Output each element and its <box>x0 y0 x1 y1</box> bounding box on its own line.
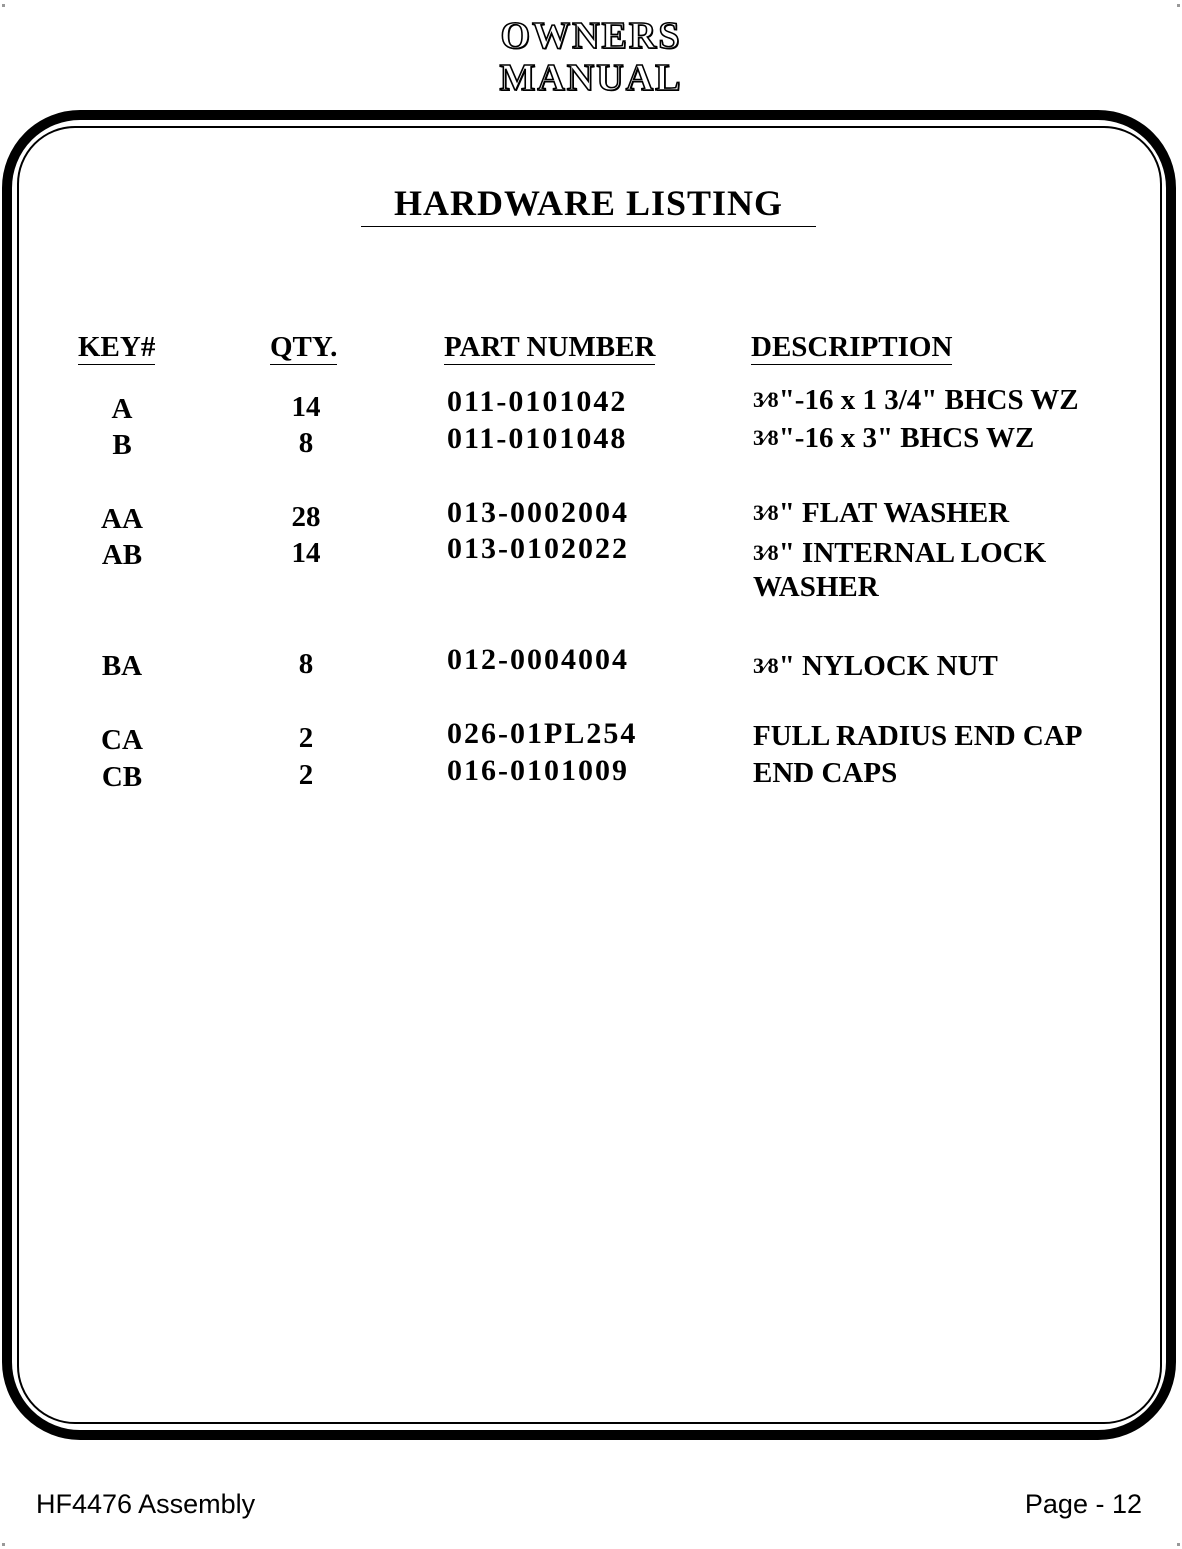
row-part-number: 012-0004004 <box>447 643 629 676</box>
row-key: CB <box>101 761 143 793</box>
column-header-key: KEY# <box>78 331 156 363</box>
row-part-number: 011-0101048 <box>447 422 628 455</box>
row-key: B <box>112 429 132 461</box>
corner-mark-top-left <box>2 4 5 7</box>
footer-page-number: Page - 12 <box>1024 1489 1142 1519</box>
row-key: A <box>111 393 133 425</box>
row-part-number: 016-0101009 <box>447 754 629 787</box>
row-qty: 8 <box>298 648 314 680</box>
fraction: 3⁄8 <box>753 500 779 525</box>
fraction: 3⁄8 <box>753 387 779 412</box>
column-header-part-number: PART NUMBER <box>444 331 656 363</box>
row-qty: 2 <box>298 759 314 791</box>
row-key: BA <box>101 650 143 682</box>
row-qty: 2 <box>298 722 314 754</box>
corner-mark-top-right <box>1177 4 1180 7</box>
manual-title-line-1: OWNERS <box>500 15 682 57</box>
row-part-number: 026-01PL254 <box>447 717 638 750</box>
column-header-qty: QTY. <box>270 331 338 363</box>
row-part-number: 013-0102022 <box>447 532 629 565</box>
row-description: 3⁄8" INTERNAL LOCK <box>753 537 1047 569</box>
corner-mark-bottom-right <box>1177 1543 1180 1546</box>
row-qty: 14 <box>291 391 321 423</box>
row-qty: 28 <box>291 501 321 533</box>
corner-mark-bottom-left <box>2 1543 5 1546</box>
manual-title-line-2: MANUAL <box>499 57 683 99</box>
row-key: AB <box>101 539 143 571</box>
row-description: FULL RADIUS END CAP <box>753 720 1083 752</box>
row-description: 3⁄8"-16 x 3" BHCS WZ <box>753 422 1035 454</box>
row-description: 3⁄8" NYLOCK NUT <box>753 650 998 682</box>
column-header-description: DESCRIPTION <box>751 331 953 363</box>
fraction: 3⁄8 <box>753 540 779 565</box>
row-part-number: 013-0002004 <box>447 496 629 529</box>
row-description: 3⁄8"-16 x 1 3/4" BHCS WZ <box>753 384 1079 416</box>
row-description: 3⁄8" FLAT WASHER <box>753 497 1010 529</box>
row-part-number: 011-0101042 <box>447 385 628 418</box>
row-qty: 14 <box>291 537 321 569</box>
footer-document-name: HF4476 Assembly <box>36 1489 256 1519</box>
section-title: HARDWARE LISTING <box>361 180 816 227</box>
fraction: 3⁄8 <box>753 425 779 450</box>
row-key: CA <box>101 724 143 756</box>
row-description-continued: WASHER <box>753 571 879 603</box>
row-key: AA <box>101 503 143 535</box>
row-description: END CAPS <box>753 757 898 789</box>
fraction: 3⁄8 <box>753 653 779 678</box>
row-qty: 8 <box>298 427 314 459</box>
